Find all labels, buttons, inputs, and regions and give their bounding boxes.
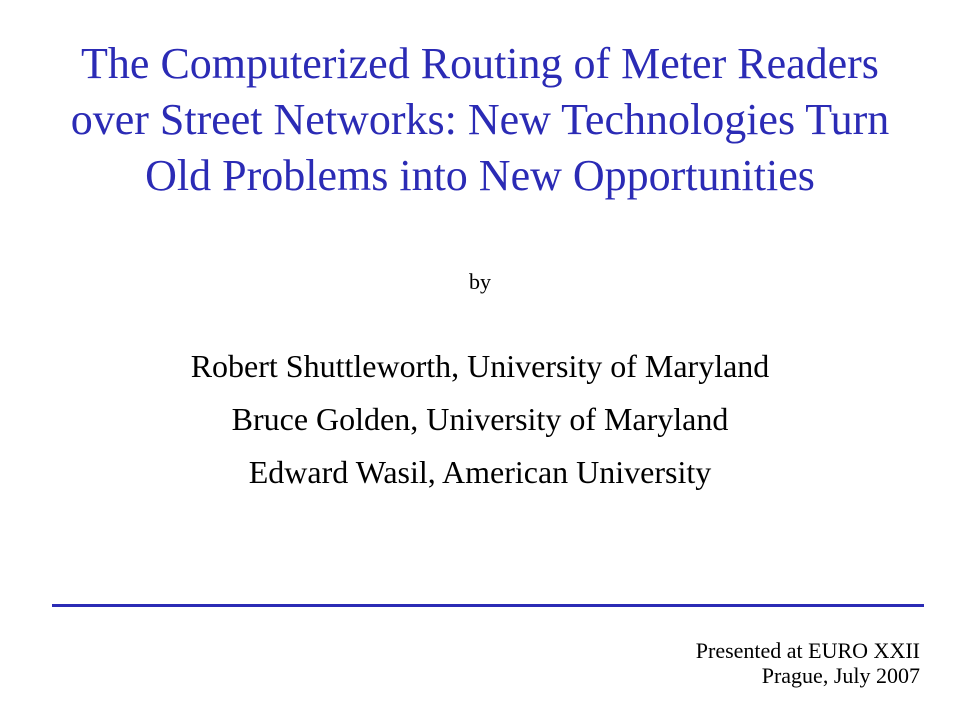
divider-line (52, 604, 924, 607)
title-line-1: The Computerized Routing of Meter Readers (81, 39, 879, 88)
author-2: Bruce Golden, University of Maryland (231, 401, 729, 437)
title-line-2: over Street Networks: New Technologies Turn (70, 95, 890, 144)
title-line-3: Old Problems into New Opportunities (145, 151, 815, 200)
presented-venue: Presented at EURO XXII (695, 638, 920, 663)
author-3: Edward Wasil, American University (248, 454, 712, 490)
slide-title (20, 36, 940, 204)
by-label: by (469, 269, 491, 294)
author-list (0, 340, 960, 499)
author-1: Robert Shuttleworth, University of Maryland (190, 348, 770, 384)
presented-place-date: Prague, July 2007 (761, 663, 920, 688)
presentation-info (696, 638, 920, 688)
